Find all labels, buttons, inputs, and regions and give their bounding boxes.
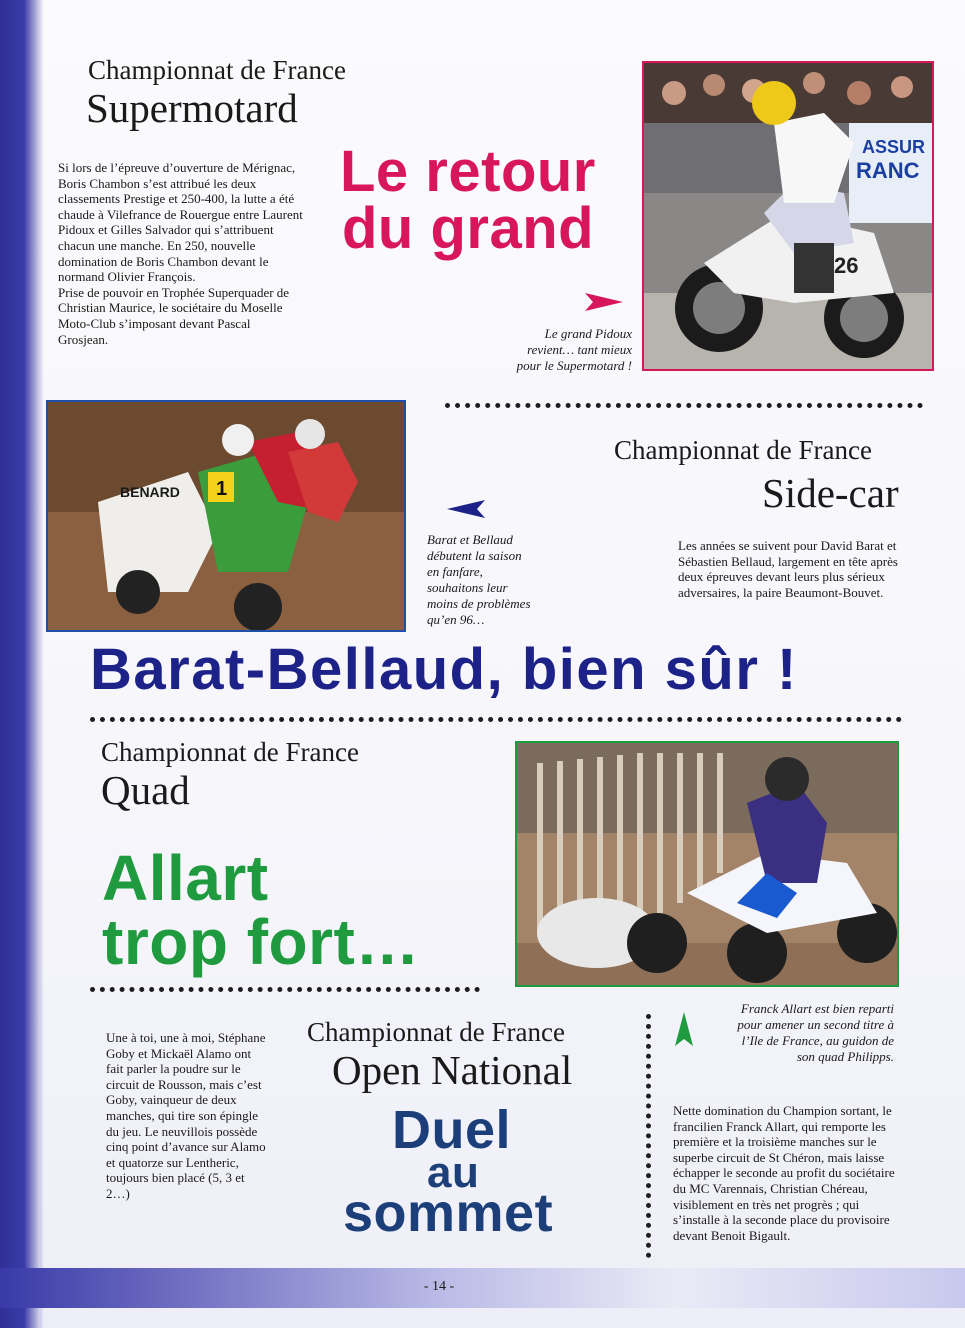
supermotard-title: Supermotard [86,85,298,131]
divider-dots-sidecar [445,403,923,408]
quad-headline-line1: Allart [102,842,269,914]
open-national-body-right: Nette domination du Champion sortant, le francilien Franck Allart, qui remporte les première et la troisième manches sur le superbe circuit de St Chéron, mais laisse échapper le seconde au profit du sociétaire du MC Varennais, Christian Chéreau, visiblement en très net progrès ; qui s’installe à la seconde place du provisoire devant Benoit Bigault. [673,1103,895,1243]
page-number: - 14 - [423,1279,455,1294]
sidecar-photo [46,400,406,632]
quad-kicker: Championnat de France [101,737,359,767]
quad-caption: Franck Allart est bien reparti pour amener un second titre à l’Ile de France, au guidon de son quad Philipps. [737,1001,894,1064]
pointer-right-icon [585,293,623,311]
supermotard-headline-line1: Le retour [340,139,596,204]
sidecar-number: 1 [216,478,228,500]
open-national-title: Open National [332,1047,573,1093]
left-edge-band [0,0,44,1328]
open-national-headline-line1: Duel [392,1100,512,1160]
divider-dots-open [90,987,480,992]
open-national-kicker: Championnat de France [307,1017,565,1047]
open-national-body-left: Une à toi, une à moi, Stéphane Goby et Mickaël Alamo ont fait parler la poudre sur le circuit de Rousson, mais c’est Goby, vainqueur de deux manches, qui tire son épingle du jeu. Le neuvillois possède cinq point d’avance sur Alamo et quatorze sur Lentheric, toujours bien placé (5, 3 et 2…) [106,1030,266,1201]
open-national-headline-line2: au [427,1148,480,1197]
sidecar-headline: Barat-Bellaud, bien sûr ! [90,637,798,702]
quad-headline-line2: trop fort… [102,906,420,978]
supermotard-headline-line2: du grand [342,196,595,261]
pointer-left-icon [447,500,485,518]
svg-text:ASSUR: ASSUR [862,137,926,157]
vertical-divider-dots [646,1014,651,1258]
svg-text:RANC: RANC [856,158,920,183]
divider-dots-quad [90,717,902,722]
supermotard-photo [642,61,934,371]
supermotard-kicker: Championnat de France [88,55,346,85]
open-national-headline-line3: sommet [343,1183,554,1243]
sidecar-kicker: Championnat de France [614,435,872,465]
supermotard-caption: Le grand Pidoux revient… tant mieux pour le Supermotard ! [516,326,632,373]
sidecar-plate-text: BENARD [120,484,180,500]
sidecar-title: Side-car [762,470,899,516]
sidecar-body: Les années se suivent pour David Barat et Sébastien Bellaud, largement en tête après deux épreuves devant leurs plus sérieux adversaires, la paire Beaumont-Bouvet. [678,538,898,600]
svg-text:26: 26 [834,253,859,278]
sidecar-caption: Barat et Bellaud débutent la saison en fanfare, souhaitons leur moins de problèmes qu’en 96… [427,532,531,627]
quad-photo [515,741,899,987]
quad-title: Quad [101,767,190,813]
pointer-up-icon [675,1012,693,1046]
supermotard-body: Si lors de l’épreuve d’ouverture de Mérignac, Boris Chambon s’est attribué les deux classements Prestige et 250-400, la lutte a été chaude à Vilefrance de Rouergue entre Laurent Pidoux et Gilles Salvador qui s’attribuent chacun une manche. En 250, nouvelle domination de Boris Chambon devant le normand Olivier François. Prise de pouvoir en Trophée Superquader de Christian Maurice, le sociétaire du Moselle Moto-Club s’imposant devant Pascal Grosjean. [58,160,303,347]
